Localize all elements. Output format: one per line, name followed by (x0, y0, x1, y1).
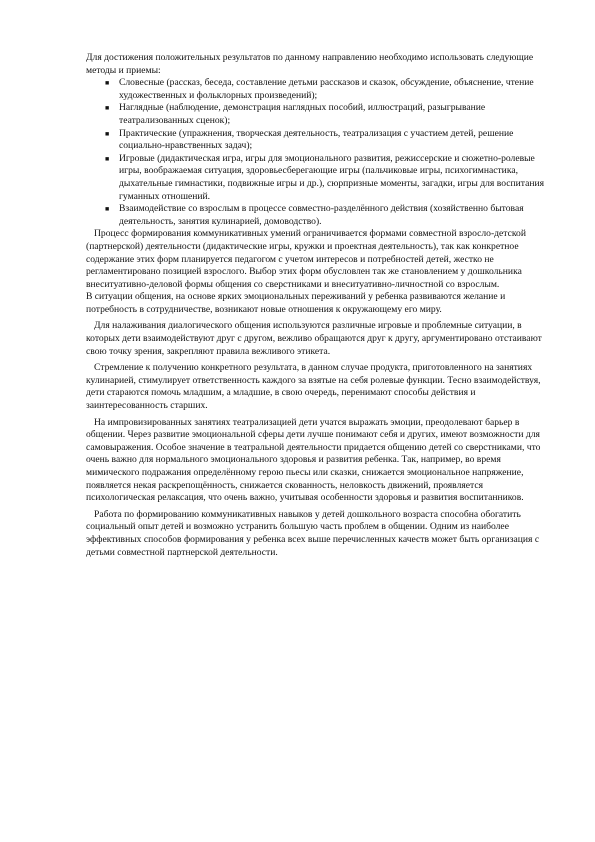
list-item-text: Словесные (рассказ, беседа, составление детьми рассказов и сказок, обсуждение, объяснение, чтение художественных и фольклорных произведений); (119, 77, 534, 101)
list-item-practical (105, 127, 552, 153)
list-item-verbal (105, 77, 552, 102)
methods-list (86, 77, 552, 228)
bullet-icon: ■ (105, 104, 110, 113)
bullet-icon: ■ (105, 154, 110, 163)
bullet-icon: ■ (105, 205, 110, 214)
bullet-icon: ■ (105, 129, 110, 138)
list-item-game (105, 152, 552, 203)
paragraph-conclusion: Работа по формированию коммуникативных навыков у детей дошкольного возраста способна обогатить социальный опыт детей и возможно устранить большую часть проблем в общении. Одним из наиболее эффективных способов формирования у ребенка всех выше перечисленных качеств может быть организация с детьми совместной партнерской деятельности. (86, 508, 540, 558)
list-item-text: Наглядные (наблюдение, демонстрация наглядных пособий, иллюстраций, разыгрывание театрализованных сценок); (119, 102, 486, 126)
paragraph-dialogue: Для налаживания диалогического общения используются различные игровые и проблемные ситуации, в которых дети взаимодействуют друг с другом, вежливо обращаются друг к другу, аргументировано отстаивают свою точку зрения, закрепляют правила вежливого этикета. (86, 320, 542, 357)
paragraph-communication-forms: Процесс формирования коммуникативных умений ограничивается формами совместной взросло-детской (партнерской) деятельности (дидактические игры, кружки и проектная деятельность), так как конкретное содержание этих форм планируется педагогом с учетом интересов и потребностей детей, жестко не регламентировано позицией взрослого. Выбор этих форм обусловлен так же становлением у дошкольника внеситуативно-деловой формы общения со сверстниками и внеситуативно-личностной со взрослым. (86, 228, 526, 290)
list-item-text: Практические (упражнения, творческая деятельность, театрализация с участием детей, решение социально-нравственных задач); (119, 127, 514, 152)
paragraph-theatre: На импровизированных занятиях театрализацией дети учатся выражать эмоции, преодолевают барьер в общении. Через развитие эмоциональной сферы дети лучше понимают себя и других, имеют возможности для самовыражения. Особое значение в театральной деятельности придается общению детей со сверстниками, что очень важно для нормального эмоционального здоровья и развития ребенка. Так, например, во время мимического подражания определённому герою пьесы или сказки, снижается эмоциональное напряжение, появляется некая раскрепощённость, снижается скованность, неловкость движений, проявляется психологическая релаксация, что очень важно, учитывая особенности здоровья и развития воспитанников. (86, 416, 541, 504)
list-item-text: Взаимодействие со взрослым в процессе совместно-разделённого действия (хозяйственно бытовая деятельность, занятия кулинарией, домоводство). (119, 203, 524, 227)
list-item-text: Игровые (дидактическая игра, игры для эмоционального развития, режиссерские и сюжетно-ролевые игры, воображаемая ситуация, здоровьесберегающие игры (пальчиковые игры, психогимнастика, дыхательные гимнастики, подвижные игры и др.), сюрпризные моменты, загадки, игры для воспитания гуманных отношений. (119, 152, 545, 202)
list-item-visual (105, 102, 552, 127)
paragraph-cooking: Стремление к получению конкретного результата, в данном случае продукта, приготовленного на занятиях кулинарией, стимулирует ответственность каждого за взятые на себя ролевые функции. Тесно взаимодействуя, дети стараются помочь младшим, а младшие, в свою очередь, перенимают способы действия и заинтересованность старших. (86, 362, 541, 412)
intro-paragraph: Для достижения положительных результатов по данному направлению необходимо использовать следующие методы и приемы: (86, 52, 534, 76)
paragraph-emotional-experience: В ситуации общения, на основе ярких эмоциональных переживаний у ребенка развиваются желание и потребность в сотрудничестве, возникают новые отношения к окружающему его миру. (86, 291, 506, 315)
list-item-interaction (105, 203, 552, 228)
bullet-icon: ■ (105, 79, 110, 88)
document-page (86, 52, 552, 559)
